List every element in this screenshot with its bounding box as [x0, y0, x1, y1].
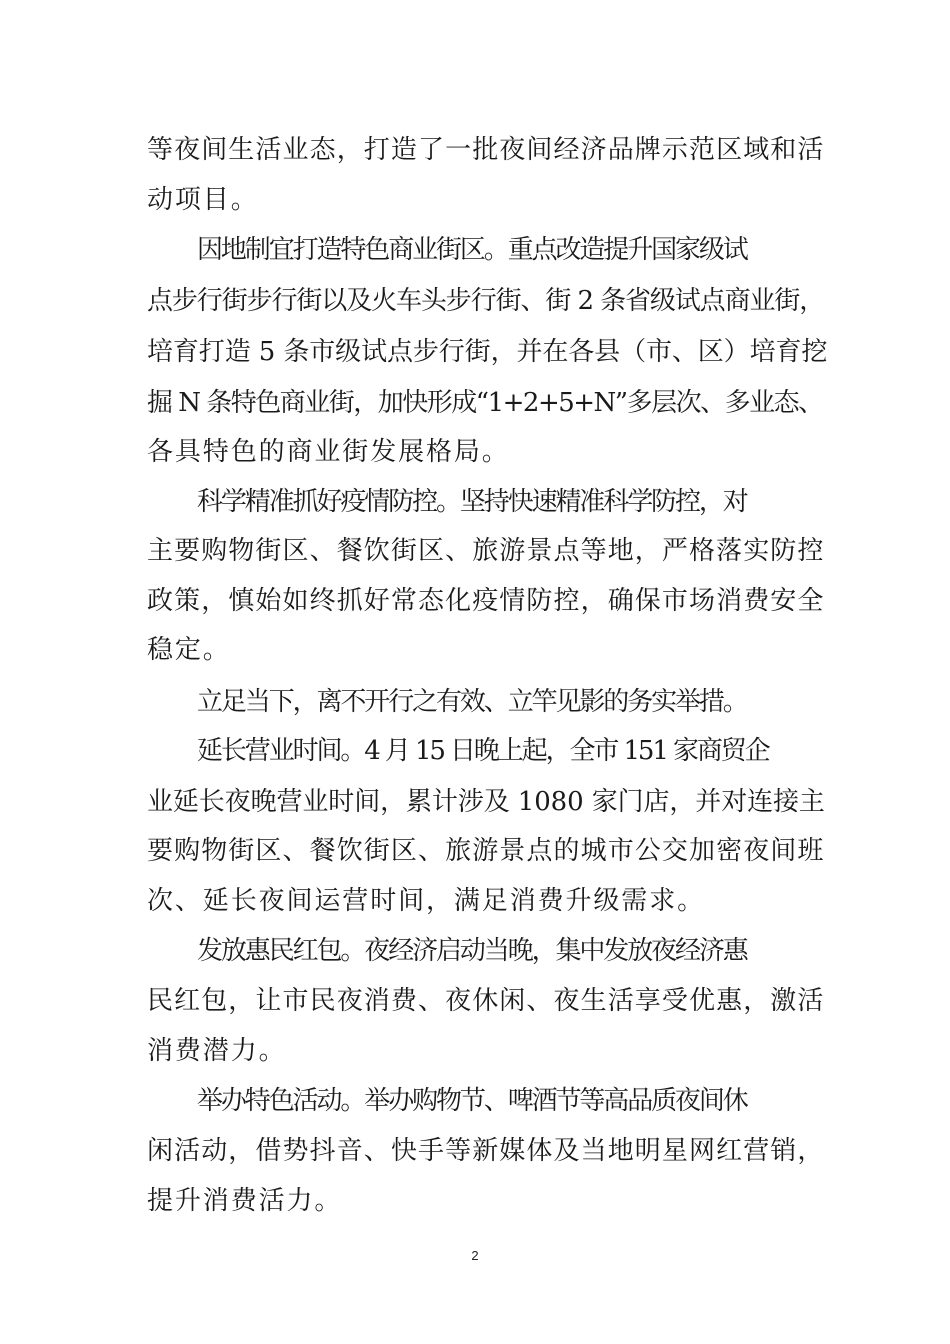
- text-line: 闲活动，借势抖音、快手等新媒体及当地明星网红营销，: [147, 1136, 825, 1166]
- paragraph-first-line: 举办特色活动。举办购物节、啤酒节等高品质夜间休: [197, 1086, 747, 1116]
- text-line: 等夜间生活业态，打造了一批夜间经济品牌示范区域和活: [147, 135, 825, 165]
- text-line: 要购物街区、餐饮街区、旅游景点的城市公交加密夜间班: [147, 836, 825, 866]
- text-line: 点步行街步行街以及火车头步行街、街 2 条省级试点商业街，: [147, 286, 825, 316]
- text-line: 提升消费活力。: [147, 1186, 343, 1216]
- paragraph-first-line: 科学精准抓好疫情防控。坚持快速精准科学防控，对: [197, 487, 747, 517]
- text-line: 各具特色的商业街发展格局。: [147, 437, 510, 467]
- page-number: 2: [471, 1248, 479, 1263]
- text-line: 次、延长夜间运营时间，满足消费升级需求。: [147, 886, 706, 916]
- paragraph-first-line: 因地制宜打造特色商业街区。重点改造提升国家级试: [197, 235, 747, 265]
- text-line: 培育打造 5 条市级试点步行街，并在各县（市、区）培育挖: [147, 337, 828, 367]
- text-line: 政策，慎始如终抓好常态化疫情防控，确保市场消费安全: [147, 586, 825, 616]
- paragraph-first-line: 发放惠民红包。夜经济启动当晚，集中发放夜经济惠: [197, 936, 747, 966]
- text-line: 民红包，让市民夜消费、夜休闲、夜生活享受优惠，激活: [147, 986, 825, 1016]
- text-line: 消费潜力。: [147, 1036, 287, 1066]
- text-line: 掘 N 条特色商业街，加快形成“1+2+5+N”多层次、多业态、: [147, 388, 823, 418]
- paragraph-first-line: 立足当下，离不开行之有效、立竿见影的务实举措。: [197, 687, 747, 717]
- text-line: 稳定。: [147, 635, 231, 665]
- text-line: 主要购物街区、餐饮街区、旅游景点等地，严格落实防控: [147, 536, 825, 566]
- text-line: 动项目。: [147, 185, 259, 215]
- text-line: 业延长夜晚营业时间，累计涉及 1080 家门店，并对连接主: [147, 787, 825, 817]
- paragraph-first-line: 延长营业时间。4 月 15 日晚上起，全市 151 家商贸企: [197, 736, 769, 766]
